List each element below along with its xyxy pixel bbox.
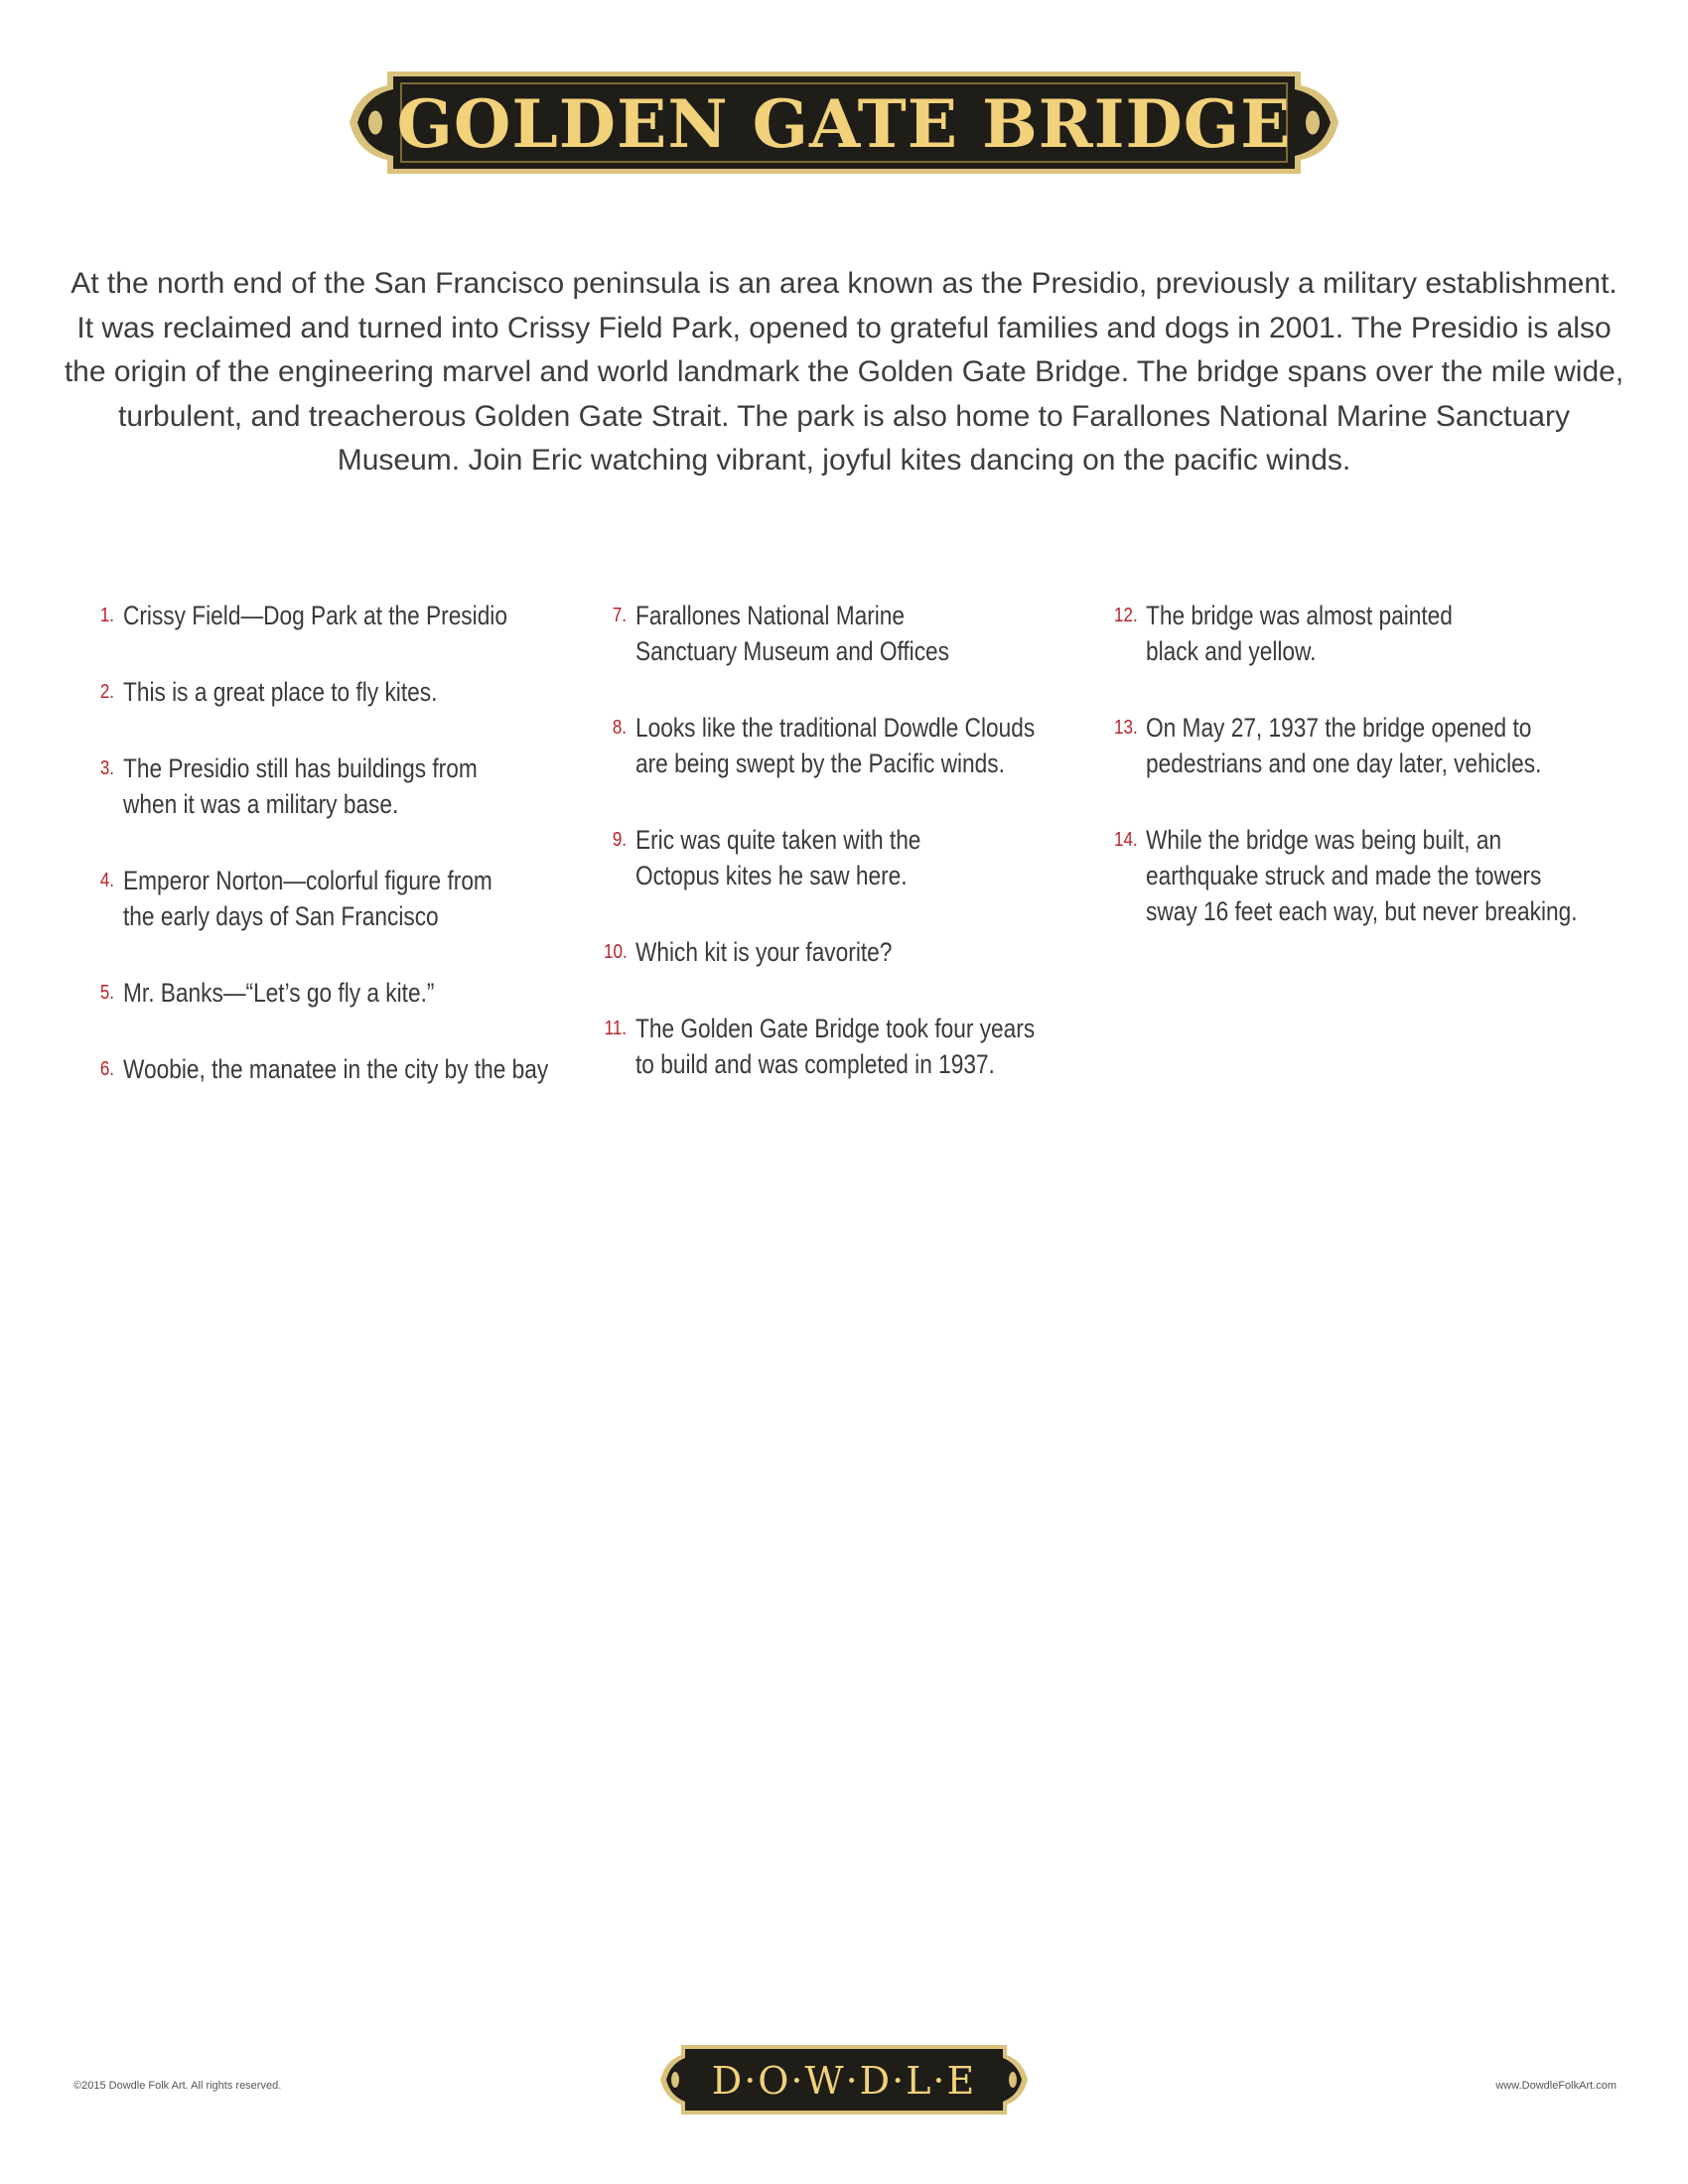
fact-item (87, 863, 564, 934)
fact-text: Woobie, the manatee in the city by the bay (123, 1054, 549, 1084)
fact-text: Which kit is your favorite? (635, 937, 893, 967)
fact-number: 13. (1114, 717, 1138, 739)
website-link[interactable]: www.DowdleFolkArt.com (1495, 2080, 1617, 2092)
fact-number: 10. (604, 941, 628, 963)
fact-text: Sanctuary Museum and Offices (635, 636, 949, 666)
fact-text: pedestrians and one day later, vehicles. (1146, 749, 1542, 778)
fact-text: sway 16 feet each way, but never breaking. (1146, 896, 1578, 926)
fact-text: to build and was completed in 1937. (635, 1049, 995, 1079)
fact-number: 1. (99, 605, 114, 626)
fact-item (600, 822, 1096, 893)
fact-text: The Golden Gate Bridge took four years (635, 1014, 1036, 1043)
fact-number: 14. (1114, 829, 1138, 851)
fact-number: 4. (99, 870, 114, 891)
dowdle-logo (659, 2045, 1029, 2115)
fact-item (1110, 822, 1626, 929)
fact-text: are being swept by the Pacific winds. (635, 749, 1005, 778)
fact-item (600, 1011, 1096, 1082)
fact-item (87, 751, 564, 822)
fact-text: This is a great place to fly kites. (123, 677, 438, 707)
fact-text: Mr. Banks—“Let’s go fly a kite.” (123, 978, 435, 1008)
fact-text: Farallones National Marine (635, 601, 906, 630)
fact-text: The Presidio still has buildings from (123, 753, 478, 783)
title-banner (348, 71, 1340, 174)
fact-text: the early days of San Francisco (123, 901, 439, 931)
fact-number: 6. (99, 1058, 114, 1080)
fact-text: Crissy Field—Dog Park at the Presidio (123, 601, 507, 630)
fact-item (1110, 598, 1626, 669)
facts-list (0, 598, 1688, 1154)
facts-column-1 (87, 598, 564, 1128)
fact-number: 5. (99, 982, 114, 1004)
facts-column-3 (1110, 598, 1626, 970)
intro-paragraph: At the north end of the San Francisco peninsula is an area known as the Presidio, previously a military establishment. It was reclaimed and turned into Crissy Field Park, opened to grateful families and dogs in 2001. The Presidio is also the origin of the engineering marvel and world landmark the Golden Gate Bridge. The bridge spans over the mile wide, turbulent, and treacherous Golden Gate Strait. The park is also home to Farallones National Marine Sanctuary Museum. Join Eric watching vibrant, joyful kites dancing on the pacific winds. (64, 267, 1624, 477)
fact-number: 2. (99, 681, 114, 703)
fact-text: While the bridge was being built, an (1146, 825, 1502, 855)
fact-text: On May 27, 1937 the bridge opened to (1146, 713, 1532, 743)
fact-text: when it was a military base. (123, 789, 399, 819)
fact-item (87, 1051, 564, 1087)
fact-text: The bridge was almost painted (1146, 601, 1453, 630)
fact-number: 9. (612, 829, 627, 851)
fact-number: 8. (612, 717, 627, 739)
fact-text: Octopus kites he saw here. (635, 861, 908, 890)
fact-text: Emperor Norton—colorful figure from (123, 866, 492, 895)
fact-number: 12. (1114, 605, 1138, 626)
fact-text: Looks like the traditional Dowdle Clouds (635, 713, 1036, 743)
fact-item (600, 710, 1096, 781)
fact-item (87, 674, 564, 710)
fact-number: 3. (99, 757, 114, 779)
page-title: GOLDEN GATE BRIDGE (396, 85, 1292, 163)
fact-number: 7. (612, 605, 627, 626)
facts-column-2 (600, 598, 1096, 1123)
fact-text: earthquake struck and made the towers (1146, 861, 1542, 890)
fact-item (600, 934, 1096, 970)
fact-number: 11. (604, 1018, 627, 1039)
logo-text: D·O·W·D·L·E (711, 2059, 977, 2103)
fact-text: black and yellow. (1146, 636, 1317, 666)
copyright-text: ©2015 Dowdle Folk Art. All rights reserved. (73, 2080, 282, 2092)
fact-item (87, 975, 564, 1011)
fact-item (87, 598, 564, 633)
fact-text: Eric was quite taken with the (635, 825, 921, 855)
fact-item (600, 598, 1096, 669)
fact-item (1110, 710, 1626, 781)
